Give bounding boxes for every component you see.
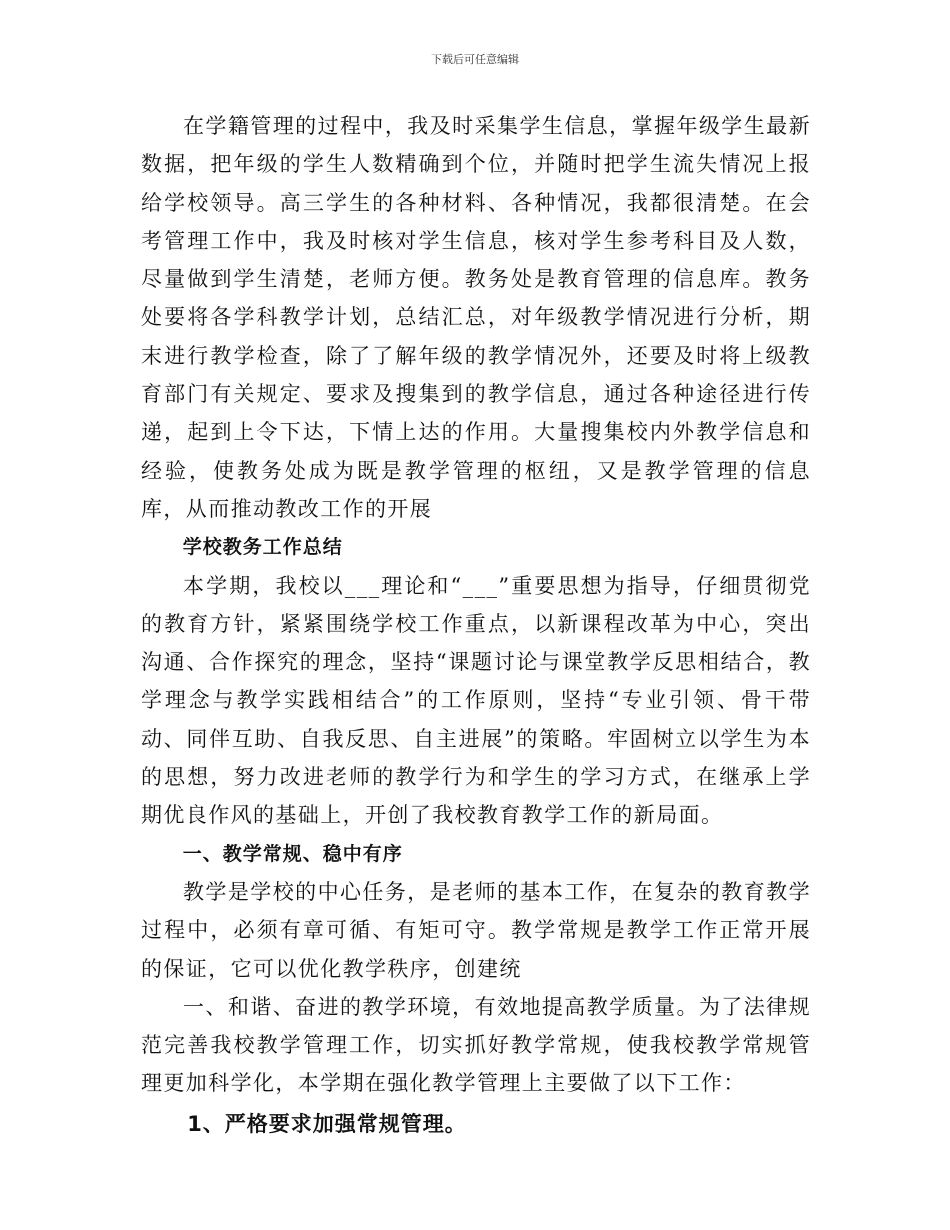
section-heading-teaching-routine: 一、教学常规、稳中有序 (182, 842, 403, 865)
paragraph-student-records: 在学籍管理的过程中，我及时采集学生信息，掌握年级学生最新数据，把年级的学生人数精确到个位，并随时把学生流失情况上报给学校领导。高三学生的各种材料、各种情况，我都很清楚。在会考管理工作中，我及时核对学生信息，核对学生参考科目及人数，尽量做到学生清楚，老师方便。教务处是教育管理的信息库。教务处要将各学科教学计划，总结汇总，对年级教学情况进行分析，期末进行教学检查，除了了解年级的教学情况外，还要及时将上级教育部门有关规定、要求及搜集到的教学信息，通过各种途径进行传递，起到上令下达，下情上达的作用。大量搜集校内外教学信息和经验，使教务处成为既是教学管理的枢纽，又是教学管理的信息库，从而推动教改工作的开展 (141, 114, 811, 521)
subsection-heading-routine-management: 1、严格要求加强常规管理。 (187, 1111, 467, 1136)
paragraph-teaching-environment: 一、和谐、奋进的教学环境，有效地提高教学质量。为了法律规范完善我校教学管理工作，切实抓好教学常规，使我校教学常规管理更加科学化，本学期在强化教学管理上主要做了以下工作： (141, 994, 811, 1096)
paragraph-semester-overview: 本学期，我校以___理论和“___”重要思想为指导，仔细贯彻党的教育方针，紧紧围绕学校工作重点，以新课程改革为中心，突出沟通、合作探究的理念，坚持“课题讨论与课堂教学反思相结合，教学理念与教学实践相结合”的工作原则，坚持“专业引领、骨干带动、同伴互助、自我反思、自主进展”的策略。牢固树立以学生为本的思想，努力改进老师的教学行为和学生的学习方式，在继承上学期优良作风的基础上，开创了我校教育教学工作的新局面。 (141, 573, 811, 828)
section-title-summary: 学校教务工作总结 (182, 536, 343, 559)
paragraph-teaching-task: 教学是学校的中心任务，是老师的基本工作，在复杂的教育教学过程中，必须有章可循、有矩可守。教学常规是教学工作正常开展的保证，它可以优化教学秩序，创建统 (141, 879, 811, 981)
document-body (141, 107, 811, 1145)
page-header: 下载后可任意编辑 (431, 53, 519, 66)
